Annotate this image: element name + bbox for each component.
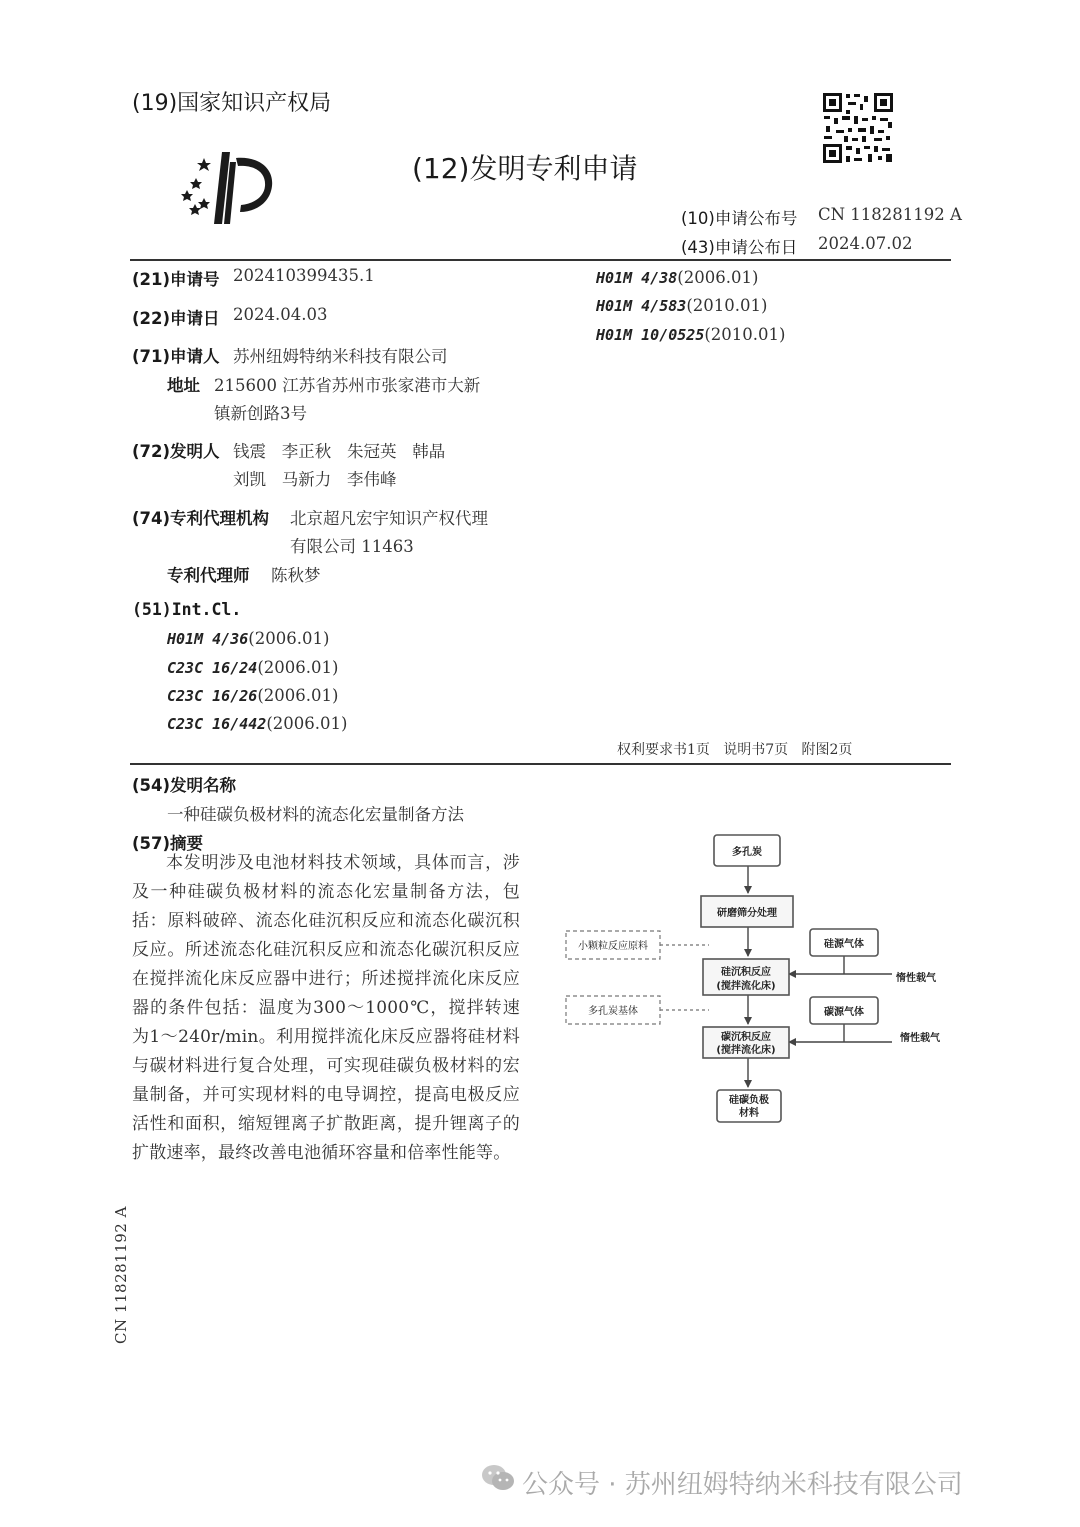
intcl-year: (2006.01) (257, 686, 339, 705)
intcl-code: H01M 10/0525 (596, 326, 705, 344)
vertical-publication-number: CN 118281192 A (112, 1206, 130, 1344)
watermark-text: 公众号 · 苏州纽姆特纳米科技有限公司 (522, 1470, 963, 1500)
small-particle-label: 小颗粒反应原料 (578, 941, 648, 952)
pub-date-label: (43)申请公布日 (681, 238, 798, 257)
intcl-year: (2006.01) (677, 268, 759, 287)
agency-line-2: 有限公司 11463 (290, 537, 414, 556)
c-deposition-label: 碳沉积反应 (721, 1032, 771, 1043)
intcl-year: (2010.01) (686, 296, 768, 315)
intcl-code: H01M 4/36 (167, 630, 249, 648)
intcl-row (596, 325, 785, 344)
inventors-line-1: 钱震 李正秋 朱冠英 韩晶 (233, 442, 446, 461)
c-deposition-sub: (搅拌流化床) (716, 1045, 776, 1056)
porous-carbon-label: 多孔炭 (732, 847, 762, 858)
pub-no-label: (10)申请公布号 (681, 209, 798, 228)
pub-no: CN 118281192 A (818, 205, 962, 224)
app-date-label: (22)申请日 (132, 309, 220, 328)
applicant: 苏州纽姆特纳米科技有限公司 (233, 347, 448, 366)
intcl-code: H01M 4/583 (596, 297, 687, 315)
intcl-year: (2006.01) (266, 714, 348, 733)
agency-line-1: 北京超凡宏宇知识产权代理 (290, 509, 488, 528)
intcl-code: C23C 16/24 (167, 659, 258, 677)
agent-label: 专利代理师 (167, 566, 250, 585)
intcl-code: C23C 16/442 (167, 715, 267, 733)
wechat-icon (480, 1462, 516, 1494)
inert-gas-label-1: 惰性载气 (896, 973, 936, 984)
pages-info: 权利要求书1页 说明书7页 附图2页 (617, 742, 853, 758)
intcl-year: (2010.01) (704, 325, 786, 344)
applicant-label: (71)申请人 (132, 347, 220, 366)
intcl-row (596, 296, 767, 315)
silicon-gas-label: 硅源气体 (824, 939, 864, 950)
office-name: (19)国家知识产权局 (132, 91, 332, 116)
pub-date: 2024.07.02 (818, 234, 913, 253)
address-label: 地址 (167, 376, 200, 395)
intcl-row (596, 268, 758, 287)
intcl-year: (2006.01) (257, 658, 339, 677)
si-deposition-sub: (搅拌流化床) (716, 981, 776, 992)
intcl-row (167, 658, 338, 677)
address-line-1: 215600 江苏省苏州市张家港市大新 (214, 376, 481, 395)
app-no: 202410399435.1 (233, 266, 375, 285)
intcl-label: (51)Int.Cl. (132, 600, 242, 619)
inert-gas-label-2: 惰性载气 (900, 1033, 940, 1044)
intcl-row (167, 686, 338, 705)
intcl-code: H01M 4/38 (596, 269, 678, 287)
intcl-year: (2006.01) (248, 629, 330, 648)
product-label-2: 材料 (739, 1108, 759, 1119)
intcl-row (167, 714, 347, 733)
invention-title: 一种硅碳负极材料的流态化宏量制备方法 (167, 805, 464, 824)
abstract-label: (57)摘要 (132, 834, 204, 853)
product-label-1: 硅碳负极 (729, 1095, 769, 1106)
app-no-label: (21)申请号 (132, 270, 220, 289)
qr-code-icon (822, 92, 894, 164)
section-divider (130, 763, 951, 765)
porous-substrate-label: 多孔炭基体 (588, 1006, 638, 1017)
title-label: (54)发明名称 (132, 776, 237, 795)
header-divider (130, 259, 951, 261)
abstract-text: 本发明涉及电池材料技术领域，具体而言，涉及一种硅碳负极材料的流态化宏量制备方法，包括：原料破碎、流态化硅沉积反应和流态化碳沉积反应。所述流态化硅沉积反应和流态化碳沉积反应在搅拌流化床反应器中进行；所述搅拌流化床反应器的条件包括：温度为300～1000℃，搅拌转速为1～240r/min。利用搅拌流化床反应器将硅材料与碳材料进行复合处理，可实现硅碳负极材料的宏量制备，并可实现材料的电导调控，提高电极反应活性和面积，缩短锂离子扩散距离，提升锂离子的扩散速率，最终改善电池循环容量和倍率性能等。 (132, 853, 520, 1163)
si-deposition-label: 硅沉积反应 (721, 967, 771, 978)
grinding-label: 研磨筛分处理 (717, 908, 777, 919)
document-type: (12)发明专利申请 (412, 152, 638, 185)
carbon-gas-label: 碳源气体 (824, 1007, 864, 1018)
process-flowchart (560, 830, 950, 1130)
address-line-2: 镇新创路3号 (214, 404, 307, 423)
cnipa-logo-icon (178, 150, 278, 226)
intcl-row (167, 629, 329, 648)
agency-label: (74)专利代理机构 (132, 509, 270, 528)
app-date: 2024.04.03 (233, 305, 328, 324)
inventors-label: (72)发明人 (132, 442, 220, 461)
agent-name: 陈秋梦 (271, 566, 321, 585)
inventors-line-2: 刘凯 马新力 李伟峰 (233, 470, 397, 489)
intcl-code: C23C 16/26 (167, 687, 258, 705)
